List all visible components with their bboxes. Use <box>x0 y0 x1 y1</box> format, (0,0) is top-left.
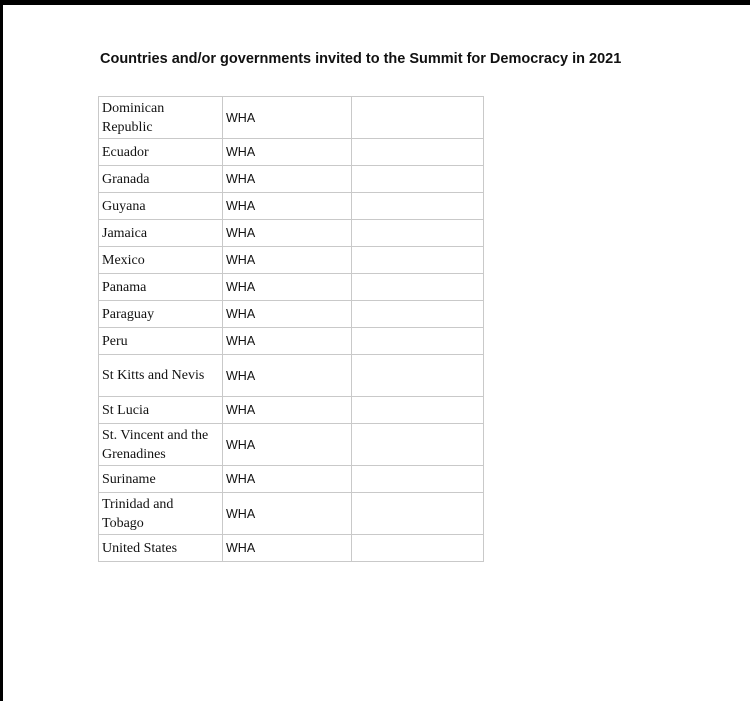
empty-cell <box>352 193 484 220</box>
table-row <box>99 139 484 166</box>
table-row <box>99 535 484 562</box>
table-row <box>99 97 484 139</box>
table-row <box>99 397 484 424</box>
country-cell: Ecuador <box>99 139 223 166</box>
country-cell: Jamaica <box>99 220 223 247</box>
region-cell: WHA <box>223 397 352 424</box>
empty-cell <box>352 97 484 139</box>
empty-cell <box>352 493 484 535</box>
country-cell: St Lucia <box>99 397 223 424</box>
country-cell: Guyana <box>99 193 223 220</box>
empty-cell <box>352 274 484 301</box>
table-row <box>99 466 484 493</box>
country-cell: Paraguay <box>99 301 223 328</box>
region-cell: WHA <box>223 247 352 274</box>
empty-cell <box>352 139 484 166</box>
document-title: Countries and/or governments invited to the Summit for Democracy in 2021 <box>100 51 622 67</box>
table-row <box>99 220 484 247</box>
region-cell: WHA <box>223 328 352 355</box>
country-cell: Suriname <box>99 466 223 493</box>
region-cell: WHA <box>223 139 352 166</box>
table-row <box>99 493 484 535</box>
region-cell: WHA <box>223 355 352 397</box>
region-cell: WHA <box>223 466 352 493</box>
empty-cell <box>352 535 484 562</box>
table-row <box>99 424 484 466</box>
table-row <box>99 328 484 355</box>
empty-cell <box>352 466 484 493</box>
empty-cell <box>352 166 484 193</box>
table-row <box>99 166 484 193</box>
table-row <box>99 247 484 274</box>
table-row <box>99 274 484 301</box>
region-cell: WHA <box>223 535 352 562</box>
country-cell: Panama <box>99 274 223 301</box>
country-cell: Peru <box>99 328 223 355</box>
empty-cell <box>352 220 484 247</box>
table-row <box>99 301 484 328</box>
country-cell: Dominican Republic <box>99 97 223 139</box>
empty-cell <box>352 328 484 355</box>
table-row <box>99 355 484 397</box>
region-cell: WHA <box>223 166 352 193</box>
region-cell: WHA <box>223 274 352 301</box>
region-cell: WHA <box>223 97 352 139</box>
region-cell: WHA <box>223 301 352 328</box>
countries-table <box>98 96 484 562</box>
empty-cell <box>352 301 484 328</box>
region-cell: WHA <box>223 220 352 247</box>
country-cell: St Kitts and Nevis <box>99 355 223 397</box>
empty-cell <box>352 355 484 397</box>
empty-cell <box>352 397 484 424</box>
region-cell: WHA <box>223 193 352 220</box>
empty-cell <box>352 424 484 466</box>
country-cell: Mexico <box>99 247 223 274</box>
country-cell: United States <box>99 535 223 562</box>
empty-cell <box>352 247 484 274</box>
country-cell: Granada <box>99 166 223 193</box>
region-cell: WHA <box>223 424 352 466</box>
country-cell: St. Vincent and the Grenadines <box>99 424 223 466</box>
country-cell: Trinidad and Tobago <box>99 493 223 535</box>
region-cell: WHA <box>223 493 352 535</box>
table-row <box>99 193 484 220</box>
